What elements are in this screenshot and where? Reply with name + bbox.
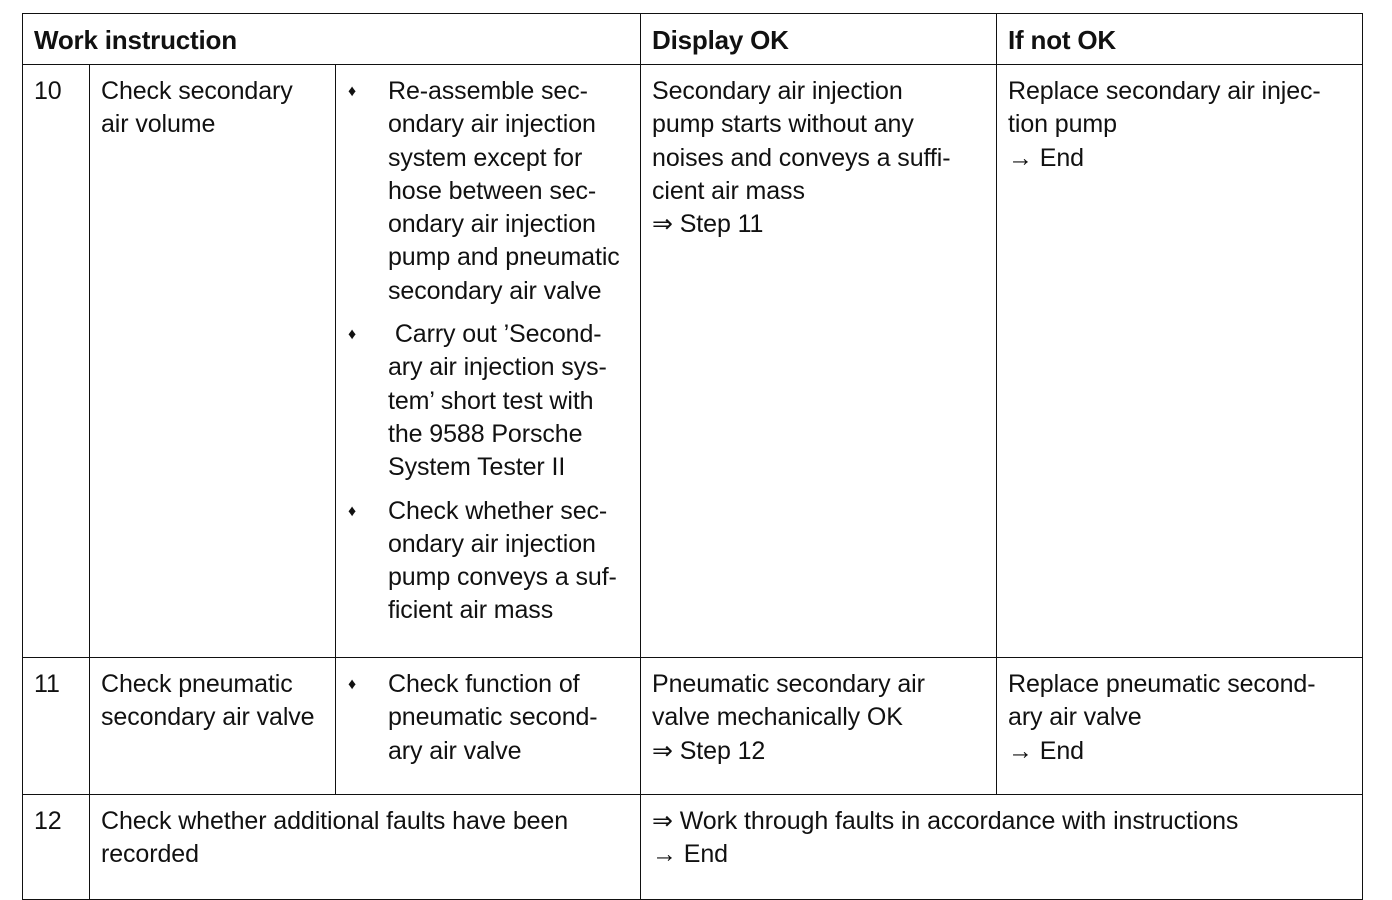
instruction-item [348, 668, 632, 768]
bullet-icon: ♦ [348, 326, 357, 344]
display-ok-line: valve mechanically OK [652, 703, 903, 732]
if-not-ok-line: Replace pneumatic second- [1008, 670, 1316, 698]
instruction-item [348, 495, 632, 628]
instructions-cell [336, 658, 641, 795]
work-instruction-table [22, 13, 1363, 900]
table-row-step-10 [23, 65, 1363, 658]
step-number: 10 [23, 65, 90, 658]
instruction-line: ary air injection sys- [388, 353, 607, 382]
header-work-instruction: Work instruction [23, 14, 641, 65]
instruction-line: the 9588 Porsche [388, 419, 583, 448]
display-ok-line: pump starts without any [652, 110, 914, 139]
display-ok-cell [641, 65, 997, 658]
if-not-ok-line: tion pump [1008, 110, 1117, 139]
instructions-cell [336, 65, 641, 658]
step-number: 12 [23, 795, 90, 900]
instruction-line: ondary air injection [388, 529, 596, 558]
instruction-line: Check function of [388, 670, 580, 698]
instruction-item [348, 318, 632, 484]
bullet-icon: ♦ [348, 676, 357, 693]
instruction-line: Re-assemble sec- [388, 77, 588, 105]
check-text-line: recorded [101, 840, 199, 869]
instruction-line: ary air valve [388, 736, 522, 765]
display-ok-line: Secondary air injection [652, 77, 903, 105]
instruction-line: Check whether sec- [388, 496, 608, 525]
check-cell [90, 65, 336, 658]
end-link: → End [1008, 143, 1084, 172]
result-cell [641, 795, 1363, 900]
check-text-line: air volume [101, 110, 216, 139]
instruction-line: system except for [388, 143, 583, 172]
if-not-ok-cell [997, 65, 1363, 658]
display-ok-line: Pneumatic secondary air [652, 670, 925, 698]
instruction-line: Carry out ’Second- [388, 320, 602, 349]
check-cell [90, 658, 336, 795]
if-not-ok-line: ary air valve [1008, 703, 1142, 732]
instruction-line: tem’ short test with [388, 386, 594, 415]
header-row [23, 14, 1363, 65]
check-text-line: Check pneumatic [101, 670, 293, 698]
result-line: ⇒ Work through faults in accordance with instructions [652, 807, 1239, 835]
instruction-line: hose between sec- [388, 176, 597, 205]
next-step-link: ⇒ Step 11 [652, 210, 764, 239]
end-link: → End [652, 840, 728, 869]
instruction-line: ficient air mass [388, 596, 554, 625]
if-not-ok-cell [997, 658, 1363, 795]
display-ok-cell [641, 658, 997, 795]
table-row-step-11 [23, 658, 1363, 795]
instruction-line: pump and pneumatic [388, 243, 620, 272]
step-number: 11 [23, 658, 90, 795]
header-if-not-ok: If not OK [997, 14, 1363, 65]
header-display-ok: Display OK [641, 14, 997, 65]
display-ok-line: noises and conveys a suffi- [652, 143, 951, 172]
instruction-line: pneumatic second- [388, 703, 598, 732]
instruction-line: ondary air injection [388, 110, 596, 139]
table-row-step-12 [23, 795, 1363, 900]
check-text-line: secondary air valve [101, 703, 315, 732]
instruction-line: secondary air valve [388, 276, 602, 305]
instruction-item [348, 75, 632, 308]
next-step-link: ⇒ Step 12 [652, 736, 766, 765]
check-text-line: Check whether additional faults have been [101, 807, 569, 835]
display-ok-line: cient air mass [652, 176, 805, 205]
check-cell [90, 795, 641, 900]
bullet-icon: ♦ [348, 502, 357, 520]
if-not-ok-line: Replace secondary air injec- [1008, 77, 1321, 105]
instruction-line: pump conveys a suf- [388, 563, 617, 592]
instruction-line: System Tester II [388, 453, 566, 482]
bullet-icon: ♦ [348, 83, 357, 100]
check-text-line: Check secondary [101, 77, 293, 105]
end-link: → End [1008, 736, 1084, 765]
instruction-line: ondary air injection [388, 210, 596, 239]
